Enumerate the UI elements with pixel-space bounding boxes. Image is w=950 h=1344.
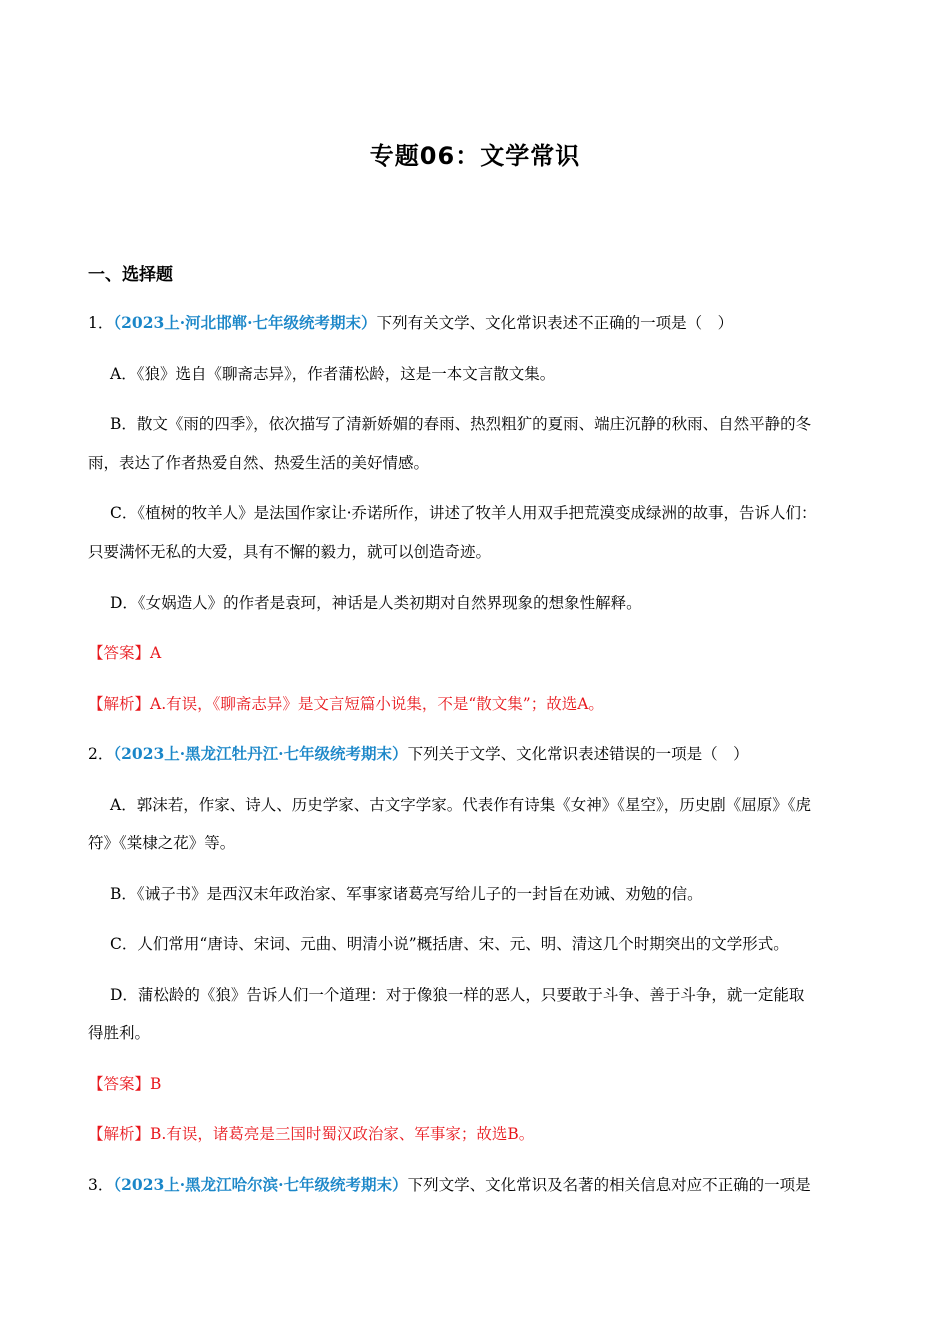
option-b: B．散文《雨的四季》，依次描写了清新娇媚的春雨、热烈粗犷的夏雨、端庄沉静的秋雨、自然平静的冬 — [110, 415, 812, 433]
option-d-continued: 得胜利。 — [88, 1024, 151, 1042]
question-1 — [88, 312, 733, 334]
question-number: 3． — [88, 1176, 114, 1194]
question-number: 2． — [88, 745, 114, 763]
answer: 【答案】A — [88, 644, 162, 662]
option-a-continued: 符》《棠棣之花》等。 — [88, 834, 236, 852]
analysis: 【解析】A.有误，《聊斋志异》是文言短篇小说集，不是“散文集”；故选A。 — [88, 695, 604, 713]
option-b: B．《诫子书》是西汉末年政治家、军事家诸葛亮写给儿子的一封旨在劝诫、劝勉的信。 — [110, 885, 703, 903]
question-source: （2023上·黑龙江牡丹江·七年级统考期末） — [113, 744, 408, 763]
question-3 — [88, 1174, 811, 1196]
question-number: 1． — [88, 314, 114, 332]
question-stem: 下列有关文学、文化常识表述不正确的一项是（ ） — [376, 314, 734, 332]
answer: 【答案】B — [88, 1075, 162, 1093]
option-d: D．蒲松龄的《狼》告诉人们一个道理：对于像狼一样的恶人，只要敢于斗争、善于斗争，就一定能取 — [110, 986, 805, 1004]
question-source: （2023上·河北邯郸·七年级统考期末） — [113, 313, 377, 332]
question-stem: 下列文学、文化常识及名著的相关信息对应不正确的一项是 — [407, 1176, 811, 1194]
option-c-continued: 只要满怀无私的大爱，具有不懈的毅力，就可以创造奇迹。 — [88, 543, 492, 561]
option-c: C．人们常用“唐诗、宋词、元曲、明清小说”概括唐、宋、元、明、清这几个时期突出的文学形式。 — [110, 935, 789, 953]
analysis: 【解析】B.有误，诸葛亮是三国时蜀汉政治家、军事家；故选B。 — [88, 1125, 535, 1143]
section-heading: 一、选择题 — [88, 265, 173, 285]
question-source: （2023上·黑龙江哈尔滨·七年级统考期末） — [113, 1175, 408, 1194]
option-c: C．《植树的牧羊人》是法国作家让·乔诺所作，讲述了牧羊人用双手把荒漠变成绿洲的故事，告诉人们： — [110, 504, 817, 522]
option-a: A．《狼》选自《聊斋志异》，作者蒲松龄，这是一本文言散文集。 — [110, 365, 556, 383]
option-a: A．郭沫若，作家、诗人、历史学家、古文字学家。代表作有诗集《女神》《星空》，历史剧《屈原》《虎 — [110, 796, 811, 814]
question-2 — [88, 743, 749, 765]
question-stem: 下列关于文学、文化常识表述错误的一项是（ ） — [407, 745, 749, 763]
option-d: D．《女娲造人》的作者是袁珂，神话是人类初期对自然界现象的想象性解释。 — [110, 594, 642, 612]
page-title: 专题06：文学常识 — [369, 142, 581, 170]
option-b-continued: 雨，表达了作者热爱自然、热爱生活的美好情感。 — [88, 454, 430, 472]
